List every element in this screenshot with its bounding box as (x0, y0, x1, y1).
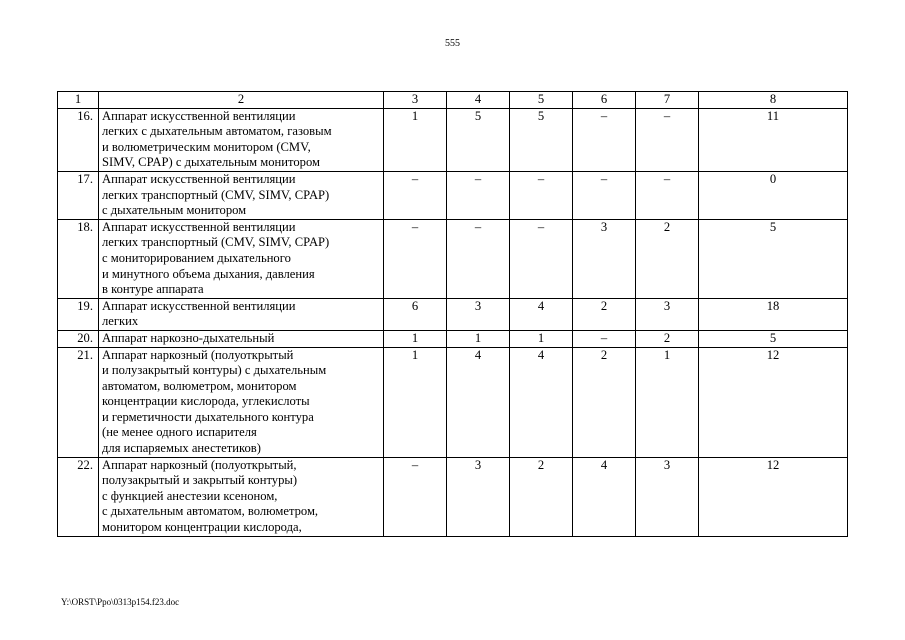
column-value: 1 (510, 330, 573, 347)
row-number: 19. (58, 298, 99, 330)
equipment-name-line: с дыхательным автоматом, волюметром, (102, 504, 319, 519)
page-number: 555 (445, 38, 460, 49)
equipment-name (99, 298, 384, 330)
column-value: – (573, 108, 636, 171)
equipment-name-line: полузакрытый и закрытый контуры) (102, 473, 298, 488)
equipment-name-line: с дыхательным монитором (102, 203, 247, 218)
header-cell: 8 (699, 92, 848, 109)
column-value: – (384, 219, 447, 298)
column-value: 2 (636, 330, 699, 347)
column-value: 2 (573, 347, 636, 457)
total-value: 12 (699, 347, 848, 457)
column-value: – (447, 171, 510, 219)
column-value: 4 (573, 457, 636, 536)
equipment-name-line: и полузакрытый контуры) с дыхательным (102, 363, 327, 378)
table-header-row (58, 92, 848, 109)
column-value: – (447, 219, 510, 298)
equipment-name-line: в контуре аппарата (102, 282, 204, 297)
equipment-name-line: легких транспортный (CMV, SIMV, CPAP) (102, 187, 330, 202)
row-number: 22. (58, 457, 99, 536)
row-number: 16. (58, 108, 99, 171)
equipment-name-line: и волюметрическим монитором (CMV, (102, 139, 311, 154)
header-cell: 5 (510, 92, 573, 109)
column-value: – (636, 108, 699, 171)
row-number: 18. (58, 219, 99, 298)
equipment-name-line: Аппарат наркозно-дыхательный (102, 330, 275, 345)
column-value: 2 (636, 219, 699, 298)
column-value: – (510, 171, 573, 219)
row-number: 20. (58, 330, 99, 347)
column-value: 3 (636, 298, 699, 330)
total-value: 5 (699, 219, 848, 298)
table-row (58, 219, 848, 298)
column-value: – (636, 171, 699, 219)
column-value: 1 (384, 330, 447, 347)
equipment-name-line: легких транспортный (CMV, SIMV, CPAP) (102, 235, 330, 250)
column-value: 4 (447, 347, 510, 457)
equipment-name-line: для испаряемых анестетиков) (102, 441, 261, 456)
column-value: – (573, 171, 636, 219)
table-row (58, 457, 848, 536)
column-value: 3 (636, 457, 699, 536)
equipment-name-line: SIMV, CPAP) с дыхательным монитором (102, 155, 320, 170)
total-value: 12 (699, 457, 848, 536)
column-value: – (384, 171, 447, 219)
equipment-name-line: монитором концентрации кислорода, (102, 520, 302, 535)
equipment-name-line: и минутного объема дыхания, давления (102, 266, 315, 281)
column-value: 3 (447, 298, 510, 330)
column-value: 1 (447, 330, 510, 347)
total-value: 0 (699, 171, 848, 219)
equipment-name-line: с мониторированием дыхательного (102, 250, 291, 265)
equipment-name (99, 108, 384, 171)
equipment-name (99, 330, 384, 347)
column-value: 5 (447, 108, 510, 171)
equipment-name-line: автоматом, волюметром, монитором (102, 378, 297, 393)
equipment-name-line: Аппарат искусственной вентиляции (102, 108, 296, 123)
header-cell: 3 (384, 92, 447, 109)
table-row (58, 330, 848, 347)
equipment-name (99, 219, 384, 298)
row-number: 17. (58, 171, 99, 219)
equipment-name (99, 457, 384, 536)
column-value: – (384, 457, 447, 536)
total-value: 11 (699, 108, 848, 171)
row-number: 21. (58, 347, 99, 457)
column-value: 3 (447, 457, 510, 536)
column-value: 6 (384, 298, 447, 330)
equipment-name-line: Аппарат искусственной вентиляции (102, 298, 296, 313)
column-value: 1 (636, 347, 699, 457)
total-value: 5 (699, 330, 848, 347)
column-value: 3 (573, 219, 636, 298)
total-value: 18 (699, 298, 848, 330)
header-cell: 2 (99, 92, 384, 109)
equipment-name (99, 171, 384, 219)
header-cell: 7 (636, 92, 699, 109)
column-value: 4 (510, 298, 573, 330)
column-value: 5 (510, 108, 573, 171)
table-row (58, 108, 848, 171)
equipment-name-line: Аппарат искусственной вентиляции (102, 219, 296, 234)
equipment-name-line: концентрации кислорода, углекислоты (102, 394, 310, 409)
table-row (58, 171, 848, 219)
header-cell: 4 (447, 92, 510, 109)
equipment-name-line: легких (102, 314, 139, 329)
column-value: 4 (510, 347, 573, 457)
table-row (58, 347, 848, 457)
equipment-name-line: Аппарат наркозный (полуоткрытый, (102, 457, 297, 472)
column-value: 2 (573, 298, 636, 330)
column-value: 1 (384, 347, 447, 457)
column-value: – (573, 330, 636, 347)
equipment-name-line: и герметичности дыхательного контура (102, 409, 314, 424)
equipment-name-line: легких с дыхательным автоматом, газовым (102, 124, 332, 139)
equipment-name-line: Аппарат искусственной вентиляции (102, 171, 296, 186)
equipment-name-line: (не менее одного испарителя (102, 425, 257, 440)
column-value: 1 (384, 108, 447, 171)
header-cell: 1 (58, 92, 99, 109)
equipment-name-line: с функцией анестезии ксеноном, (102, 488, 278, 503)
column-value: 2 (510, 457, 573, 536)
table-row (58, 298, 848, 330)
equipment-name-line: Аппарат наркозный (полуоткрытый (102, 347, 294, 362)
file-path-footer: Y:\ORST\Ppo\0313p154.f23.doc (61, 597, 180, 607)
header-cell: 6 (573, 92, 636, 109)
column-value: – (510, 219, 573, 298)
equipment-table (57, 91, 848, 537)
equipment-name (99, 347, 384, 457)
